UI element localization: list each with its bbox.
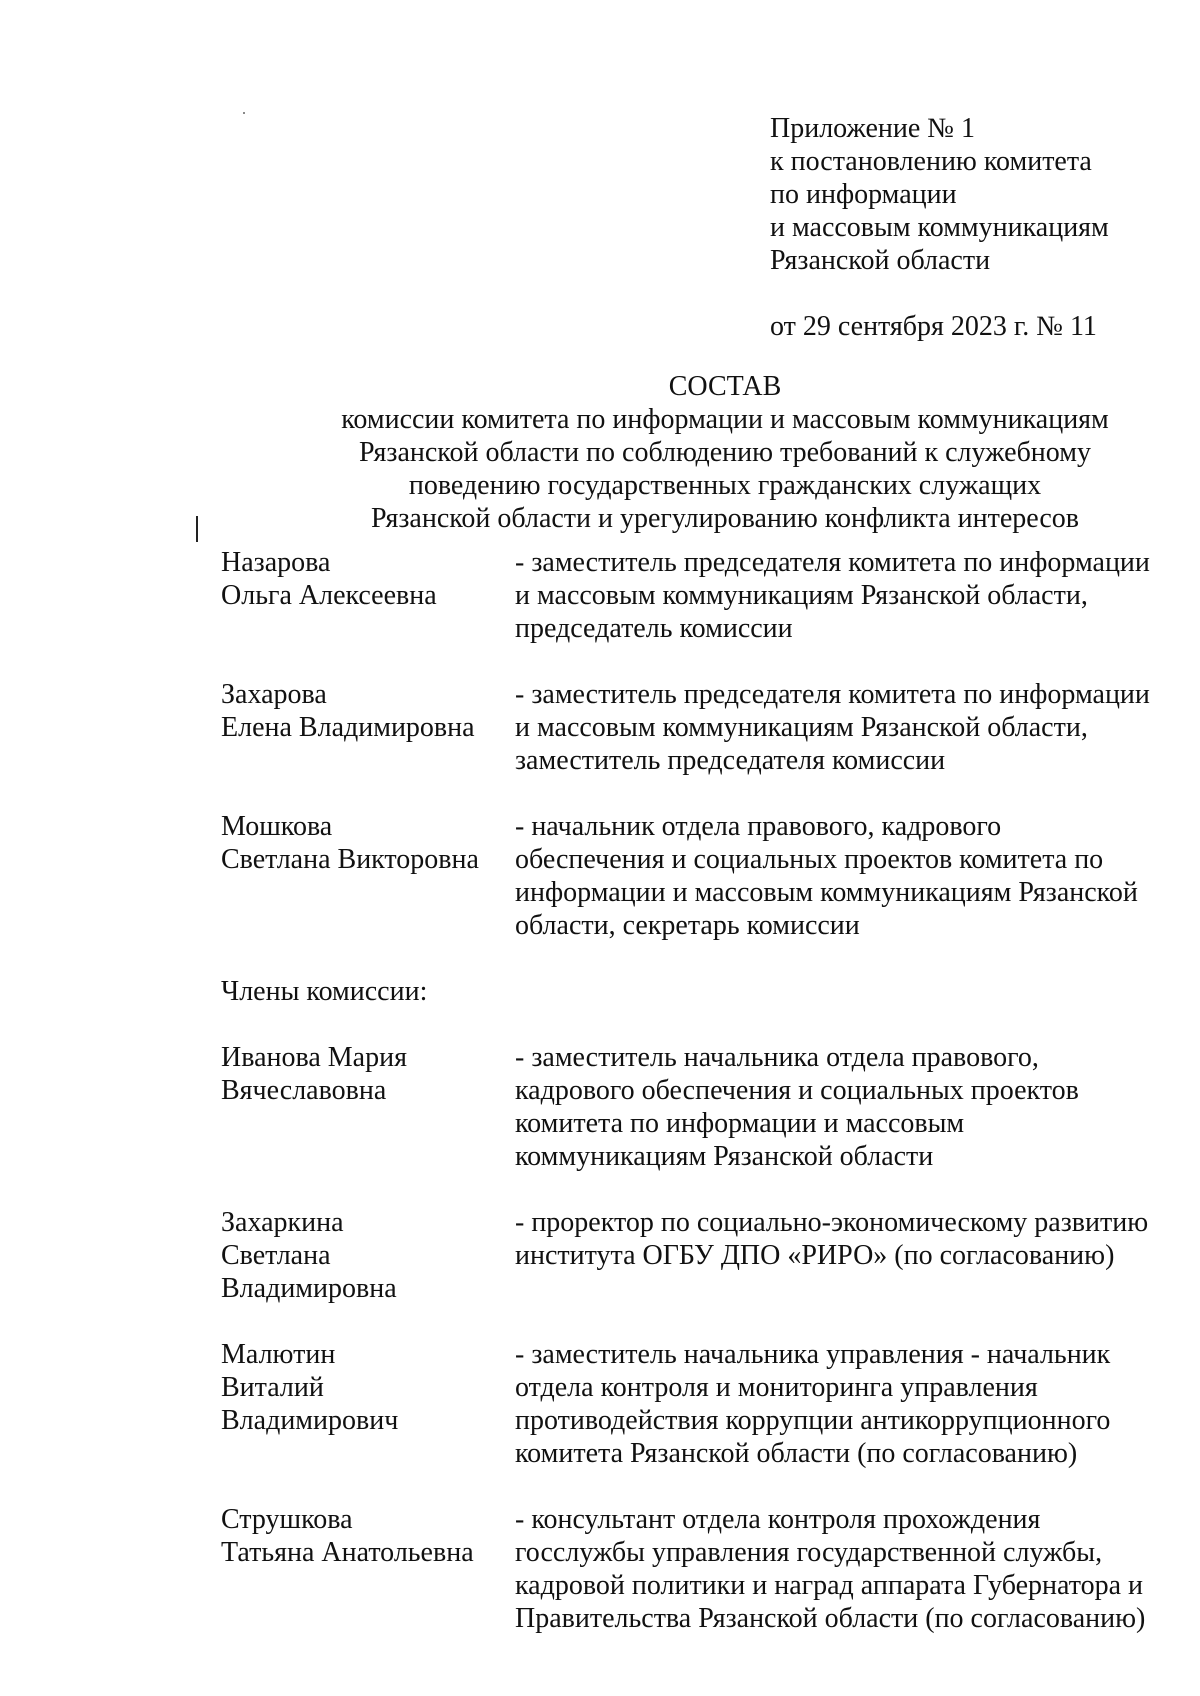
member-name: Назарова Ольга Алексеевна	[221, 547, 437, 611]
member-role: - заместитель председателя комитета по информации и массовым коммуникациям Рязанской области, заместитель председателя комиссии	[515, 679, 1150, 776]
member-name: Малютин Виталий Владимирович	[221, 1339, 399, 1436]
appendix-line: Приложение № 1	[770, 113, 975, 144]
member-role: - заместитель начальника отдела правового, кадрового обеспечения и социальных проектов комитета по информации и массовым коммуникациям Рязанской области	[515, 1042, 1079, 1172]
member-role: - проректор по социально-экономическому развитию института ОГБУ ДПО «РИРО» (по согласованию)	[515, 1207, 1149, 1271]
appendix-date: от 29 сентября 2023 г. № 11	[770, 311, 1097, 342]
member-name: Захарова Елена Владимировна	[221, 679, 475, 743]
members-section-label: Члены комиссии:	[221, 976, 428, 1007]
member-entry	[221, 678, 1171, 777]
appendix-line: по информации	[770, 179, 957, 210]
document-subtitle-line: поведению государственных гражданских служащих	[408, 470, 1042, 501]
member-name: Струшкова Татьяна Анатольевна	[221, 1504, 474, 1568]
member-entry	[221, 1206, 1171, 1305]
scan-margin-mark	[196, 516, 198, 542]
member-name: Захаркина Светлана Владимировна	[221, 1207, 397, 1304]
document-subtitle-line: комиссии комитета по информации и массовым коммуникациям	[341, 404, 1109, 435]
document-title: СОСТАВ	[668, 371, 782, 402]
member-entry	[221, 1041, 1171, 1173]
document-subtitle-line: Рязанской области и урегулированию конфликта интересов	[370, 503, 1080, 534]
member-entry	[221, 546, 1171, 645]
member-entry	[221, 810, 1171, 942]
member-entry	[221, 1338, 1171, 1470]
member-name: Мошкова Светлана Викторовна	[221, 811, 479, 875]
member-entry	[221, 1503, 1171, 1635]
appendix-line: и массовым коммуникациям	[770, 212, 1109, 243]
appendix-block	[770, 112, 1170, 343]
member-role: - заместитель начальника управления - начальник отдела контроля и мониторинга управления противодействия коррупции антикоррупционного комитета Рязанской области (по согласованию)	[515, 1339, 1111, 1469]
appendix-line: к постановлению комитета	[770, 146, 1092, 177]
member-role: - заместитель председателя комитета по информации и массовым коммуникациям Рязанской области, председатель комиссии	[515, 547, 1150, 644]
scan-speck	[243, 112, 245, 114]
member-role: - консультант отдела контроля прохождения госслужбы управления государственной службы, кадровой политики и наград аппарата Губернатора и Правительства Рязанской области (по согласованию)	[515, 1504, 1146, 1634]
commission-composition	[221, 546, 1171, 1668]
document-subtitle-line: Рязанской области по соблюдению требований к служебному	[359, 437, 1091, 468]
member-name: Иванова Мария Вячеславовна	[221, 1042, 407, 1106]
appendix-line: Рязанской области	[770, 245, 991, 276]
member-role: - начальник отдела правового, кадрового обеспечения и социальных проектов комитета по информации и массовым коммуникациям Рязанской области, секретарь комиссии	[515, 811, 1138, 941]
document-heading	[300, 370, 1150, 535]
